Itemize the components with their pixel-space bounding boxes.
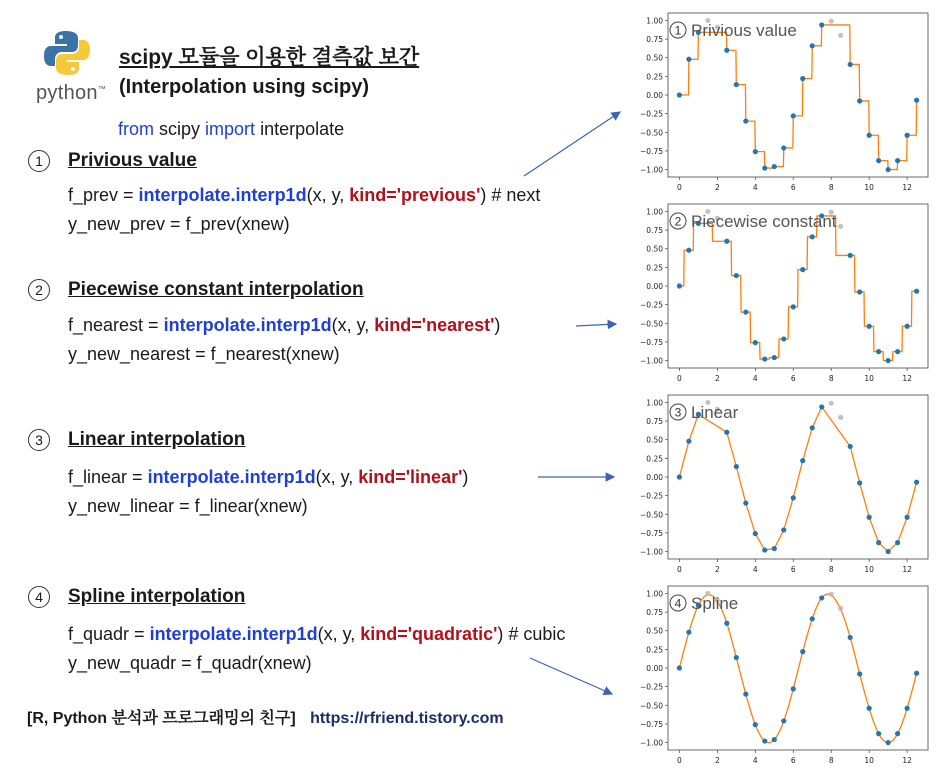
x-tick-label: 6 xyxy=(790,565,796,574)
y-tick-label: 0.00 xyxy=(646,664,663,673)
data-point xyxy=(734,655,739,660)
section-2-code-line-1: f_nearest = interpolate.interp1d(x, y, kind='nearest') xyxy=(68,315,501,335)
x-tick-label: 12 xyxy=(902,565,912,574)
data-point xyxy=(772,355,777,360)
x-tick-label: 8 xyxy=(828,374,834,383)
page-subtitle: (Interpolation using scipy) xyxy=(119,76,370,98)
x-tick-label: 10 xyxy=(864,183,874,192)
y-tick-label: 0.75 xyxy=(646,608,663,618)
data-point xyxy=(905,133,910,138)
missing-data-point xyxy=(838,224,843,229)
data-point xyxy=(810,234,815,239)
data-point xyxy=(876,540,881,545)
data-point xyxy=(867,133,872,138)
x-tick-label: 12 xyxy=(902,183,912,192)
section-heading-label: Privious value xyxy=(68,150,197,171)
data-point xyxy=(905,706,910,711)
data-point xyxy=(895,158,900,163)
y-tick-label: 0.50 xyxy=(646,626,663,636)
data-point xyxy=(791,304,796,309)
y-tick-label: 1.00 xyxy=(646,398,663,408)
y-tick-label: 0.00 xyxy=(646,282,663,291)
y-tick-label: −0.75 xyxy=(640,528,663,538)
annotation-number: 2 xyxy=(674,214,682,229)
data-point xyxy=(781,718,786,723)
data-point xyxy=(743,309,748,314)
data-point xyxy=(724,239,729,244)
chart-previous-value xyxy=(632,5,937,195)
data-point xyxy=(810,616,815,621)
missing-data-point xyxy=(829,592,834,597)
y-tick-label: 1.00 xyxy=(646,589,663,599)
y-tick-label: 0.75 xyxy=(646,35,663,45)
x-tick-label: 4 xyxy=(752,183,758,192)
annotation-label: Privious value xyxy=(691,21,797,40)
data-point xyxy=(753,722,758,727)
x-tick-label: 8 xyxy=(828,565,834,574)
data-point xyxy=(914,98,919,103)
chart-linear xyxy=(632,387,937,577)
section-heading-label: Spline interpolation xyxy=(68,586,246,607)
annotation-number: 4 xyxy=(674,596,682,611)
footer-text: [R, Python 분석과 프로그래밍의 친구] xyxy=(27,710,296,727)
x-tick-label: 4 xyxy=(752,756,758,765)
section-number-badge: 2 xyxy=(28,279,50,301)
data-point xyxy=(857,289,862,294)
y-tick-label: 0.50 xyxy=(646,53,663,63)
y-tick-label: −1.00 xyxy=(640,165,663,175)
chart-piecewise-constant xyxy=(632,196,937,386)
data-point xyxy=(914,480,919,485)
x-tick-label: 0 xyxy=(676,565,682,574)
data-point xyxy=(791,686,796,691)
y-tick-label: 0.00 xyxy=(646,91,663,100)
data-point xyxy=(781,145,786,150)
section-4-code-line-2: y_new_quadr = f_quadr(xnew) xyxy=(68,653,312,673)
data-point xyxy=(781,527,786,532)
data-point xyxy=(848,444,853,449)
data-point xyxy=(724,430,729,435)
data-point xyxy=(686,630,691,635)
data-point xyxy=(753,340,758,345)
data-point xyxy=(753,531,758,536)
chart-spline xyxy=(632,578,937,768)
annotation-number: 1 xyxy=(674,23,682,38)
data-point xyxy=(762,547,767,552)
data-point xyxy=(753,149,758,154)
y-tick-label: −1.00 xyxy=(640,547,663,557)
x-tick-label: 6 xyxy=(790,756,796,765)
data-point xyxy=(791,495,796,500)
data-point xyxy=(876,731,881,736)
data-point xyxy=(848,62,853,67)
annotation-label: Spline xyxy=(691,594,739,613)
x-tick-label: 2 xyxy=(714,374,720,383)
data-point xyxy=(677,665,682,670)
arrow-to-chart-4 xyxy=(530,658,612,694)
keyword-from: from xyxy=(118,119,154,139)
y-tick-label: 0.25 xyxy=(646,263,663,273)
x-tick-label: 12 xyxy=(902,374,912,383)
data-point xyxy=(781,336,786,341)
data-point xyxy=(886,549,891,554)
python-logo-text: python™ xyxy=(36,82,107,104)
arrow-to-chart-1 xyxy=(524,112,620,176)
data-point xyxy=(686,248,691,253)
x-tick-label: 2 xyxy=(714,565,720,574)
data-point xyxy=(810,43,815,48)
data-point xyxy=(857,98,862,103)
missing-data-point xyxy=(838,33,843,38)
data-point xyxy=(800,458,805,463)
annotation-label: Linear xyxy=(691,403,739,422)
data-point xyxy=(791,113,796,118)
arrow-to-chart-2 xyxy=(576,324,616,326)
data-point xyxy=(867,706,872,711)
section-4-code-line-1: f_quadr = interpolate.interp1d(x, y, kind='quadratic') # cubic xyxy=(68,624,566,644)
keyword-import: import xyxy=(205,119,256,139)
y-tick-label: −0.50 xyxy=(640,319,663,329)
data-point xyxy=(867,515,872,520)
x-tick-label: 4 xyxy=(752,374,758,383)
data-point xyxy=(677,474,682,479)
annotation-number: 3 xyxy=(674,405,682,420)
data-point xyxy=(886,358,891,363)
x-tick-label: 8 xyxy=(828,183,834,192)
data-point xyxy=(876,158,881,163)
data-point xyxy=(734,464,739,469)
data-point xyxy=(886,167,891,172)
data-point xyxy=(772,546,777,551)
data-point xyxy=(762,165,767,170)
y-tick-label: 0.00 xyxy=(646,473,663,482)
data-point xyxy=(819,404,824,409)
y-tick-label: −0.25 xyxy=(640,682,663,692)
import-name: interpolate xyxy=(260,119,345,139)
section-heading-label: Linear interpolation xyxy=(68,429,246,450)
section-1-code-line-1: f_prev = interpolate.interp1d(x, y, kind='previous') # next xyxy=(68,185,541,205)
missing-data-point xyxy=(829,19,834,24)
y-tick-label: −0.75 xyxy=(640,146,663,156)
missing-data-point xyxy=(838,415,843,420)
y-tick-label: 0.50 xyxy=(646,435,663,445)
section-number-badge: 1 xyxy=(28,150,50,172)
data-point xyxy=(686,439,691,444)
data-point xyxy=(867,324,872,329)
data-point xyxy=(848,635,853,640)
data-point xyxy=(762,738,767,743)
data-point xyxy=(677,92,682,97)
section-number-badge: 3 xyxy=(28,429,50,451)
annotation-label: Piecewise constant xyxy=(691,212,837,231)
x-tick-label: 0 xyxy=(676,756,682,765)
data-point xyxy=(743,691,748,696)
x-tick-label: 0 xyxy=(676,374,682,383)
section-number-badge: 4 xyxy=(28,586,50,608)
y-tick-label: 0.25 xyxy=(646,645,663,655)
section-3-code-line-1: f_linear = interpolate.interp1d(x, y, kind='linear') xyxy=(68,467,469,487)
data-point xyxy=(914,671,919,676)
section-2-code-line-2: y_new_nearest = f_nearest(xnew) xyxy=(68,344,340,364)
data-point xyxy=(895,349,900,354)
y-tick-label: −0.25 xyxy=(640,300,663,310)
section-1-code-line-2: y_new_prev = f_prev(xnew) xyxy=(68,214,290,234)
data-point xyxy=(762,356,767,361)
y-tick-label: 1.00 xyxy=(646,16,663,26)
y-tick-label: −0.25 xyxy=(640,109,663,119)
data-point xyxy=(772,737,777,742)
y-tick-label: 0.25 xyxy=(646,72,663,82)
y-tick-label: 0.75 xyxy=(646,226,663,236)
data-point xyxy=(800,267,805,272)
page-title: scipy 모듈을 이용한 결측값 보간 xyxy=(119,46,420,69)
section-heading-label: Piecewise constant interpolation xyxy=(68,279,364,300)
data-point xyxy=(724,48,729,53)
data-point xyxy=(734,82,739,87)
footer-url-link[interactable]: https://rfriend.tistory.com xyxy=(310,710,504,727)
data-point xyxy=(686,57,691,62)
data-point xyxy=(677,283,682,288)
data-point xyxy=(895,731,900,736)
x-tick-label: 12 xyxy=(902,756,912,765)
data-point xyxy=(819,22,824,27)
y-tick-label: −0.50 xyxy=(640,510,663,520)
x-tick-label: 10 xyxy=(864,756,874,765)
y-tick-label: 0.25 xyxy=(646,454,663,464)
data-point xyxy=(895,540,900,545)
data-point xyxy=(743,500,748,505)
y-tick-label: −0.50 xyxy=(640,701,663,711)
data-point xyxy=(857,480,862,485)
y-tick-label: −1.00 xyxy=(640,356,663,366)
x-tick-label: 10 xyxy=(864,565,874,574)
data-point xyxy=(848,253,853,258)
data-point xyxy=(914,289,919,294)
x-tick-label: 2 xyxy=(714,183,720,192)
data-point xyxy=(743,118,748,123)
x-tick-label: 6 xyxy=(790,183,796,192)
x-tick-label: 0 xyxy=(676,183,682,192)
y-tick-label: −0.75 xyxy=(640,337,663,347)
x-tick-label: 4 xyxy=(752,565,758,574)
y-tick-label: 0.75 xyxy=(646,417,663,427)
data-point xyxy=(876,349,881,354)
data-point xyxy=(905,324,910,329)
y-tick-label: −0.25 xyxy=(640,491,663,501)
y-tick-label: −1.00 xyxy=(640,738,663,748)
data-point xyxy=(810,425,815,430)
y-tick-label: 1.00 xyxy=(646,207,663,217)
x-tick-label: 10 xyxy=(864,374,874,383)
missing-data-point xyxy=(838,606,843,611)
y-tick-label: 0.50 xyxy=(646,244,663,254)
y-tick-label: −0.75 xyxy=(640,719,663,729)
data-point xyxy=(800,649,805,654)
data-point xyxy=(905,515,910,520)
data-point xyxy=(857,671,862,676)
data-point xyxy=(800,76,805,81)
data-point xyxy=(772,164,777,169)
x-tick-label: 8 xyxy=(828,756,834,765)
data-point xyxy=(734,273,739,278)
x-tick-label: 2 xyxy=(714,756,720,765)
import-module: scipy xyxy=(159,119,201,139)
missing-data-point xyxy=(829,401,834,406)
data-point xyxy=(819,595,824,600)
data-point xyxy=(724,621,729,626)
data-point xyxy=(886,740,891,745)
y-tick-label: −0.50 xyxy=(640,128,663,138)
x-tick-label: 6 xyxy=(790,374,796,383)
section-3-code-line-2: y_new_linear = f_linear(xnew) xyxy=(68,496,308,516)
